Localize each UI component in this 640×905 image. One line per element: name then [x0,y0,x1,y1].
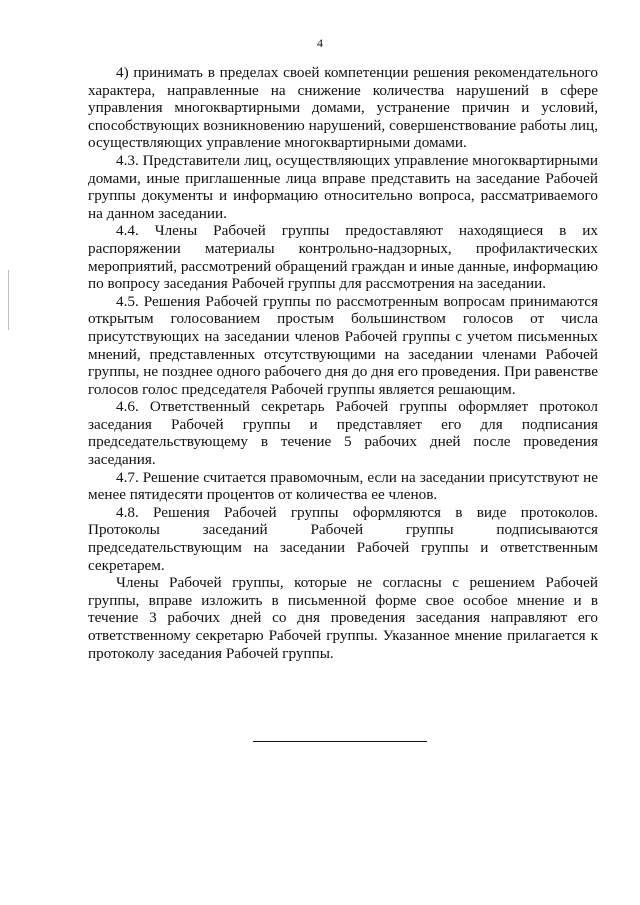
paragraph-dissenting-opinion: Члены Рабочей группы, которые не согласны с решением Рабочей группы, вправе изложить в письменной форме свое особое мнение и в течение 3 рабочих дней со дня проведения заседания направляют его ответственному секретарю Рабочей группы. Указанное мнение прилагается к протоколу заседания Рабочей группы. [88,574,598,662]
paragraph-4-8: 4.8. Решения Рабочей группы оформляются в виде протоколов. Протоколы заседаний Рабочей группы подписываются председательствующим на заседании Рабочей группы и ответственным секретарем. [88,503,598,574]
document-body [88,64,598,662]
paragraph-4-4: 4.4. Члены Рабочей группы предоставляют находящиеся в их распоряжении материалы контрольно-надзорных, профилактических мероприятий, рассмотрений обращений граждан и иные данные, информацию по вопросу заседания Рабочей группы для рассмотрения на заседании. [88,222,598,293]
closing-divider-line [253,741,427,742]
paragraph-4-5: 4.5. Решения Рабочей группы по рассмотренным вопросам принимаются открытым голосованием простым большинством голосов от числа присутствующих на заседании членов Рабочей группы с учетом письменных мнений, представленных отсутствующими на заседании членами Рабочей группы, не позднее одного рабочего дня до дня его проведения. При равенстве голосов голос председателя Рабочей группы является решающим. [88,292,598,398]
paragraph-item-4: 4) принимать в пределах своей компетенции решения рекомендательного характера, направленные на снижение количества нарушений в сфере управления многоквартирными домами, устранение причин и условий, способствующих возникновению нарушений, совершенствование работы лиц, осуществляющих управление многоквартирными домами. [88,64,598,152]
scan-edge-mark [8,270,9,330]
paragraph-4-6: 4.6. Ответственный секретарь Рабочей группы оформляет протокол заседания Рабочей группы и представляет его для подписания председательствующему в течение 5 рабочих дней после проведения заседания. [88,398,598,469]
paragraph-4-3: 4.3. Представители лиц, осуществляющих управление многоквартирными домами, иные приглашенные лица вправе представить на заседание Рабочей группы документы и информацию относительно вопроса, рассматриваемого на данном заседании. [88,151,598,222]
page-number: 4 [317,36,323,50]
paragraph-4-7: 4.7. Решение считается правомочным, если на заседании присутствуют не менее пятидесяти процентов от количества ее членов. [88,468,598,504]
